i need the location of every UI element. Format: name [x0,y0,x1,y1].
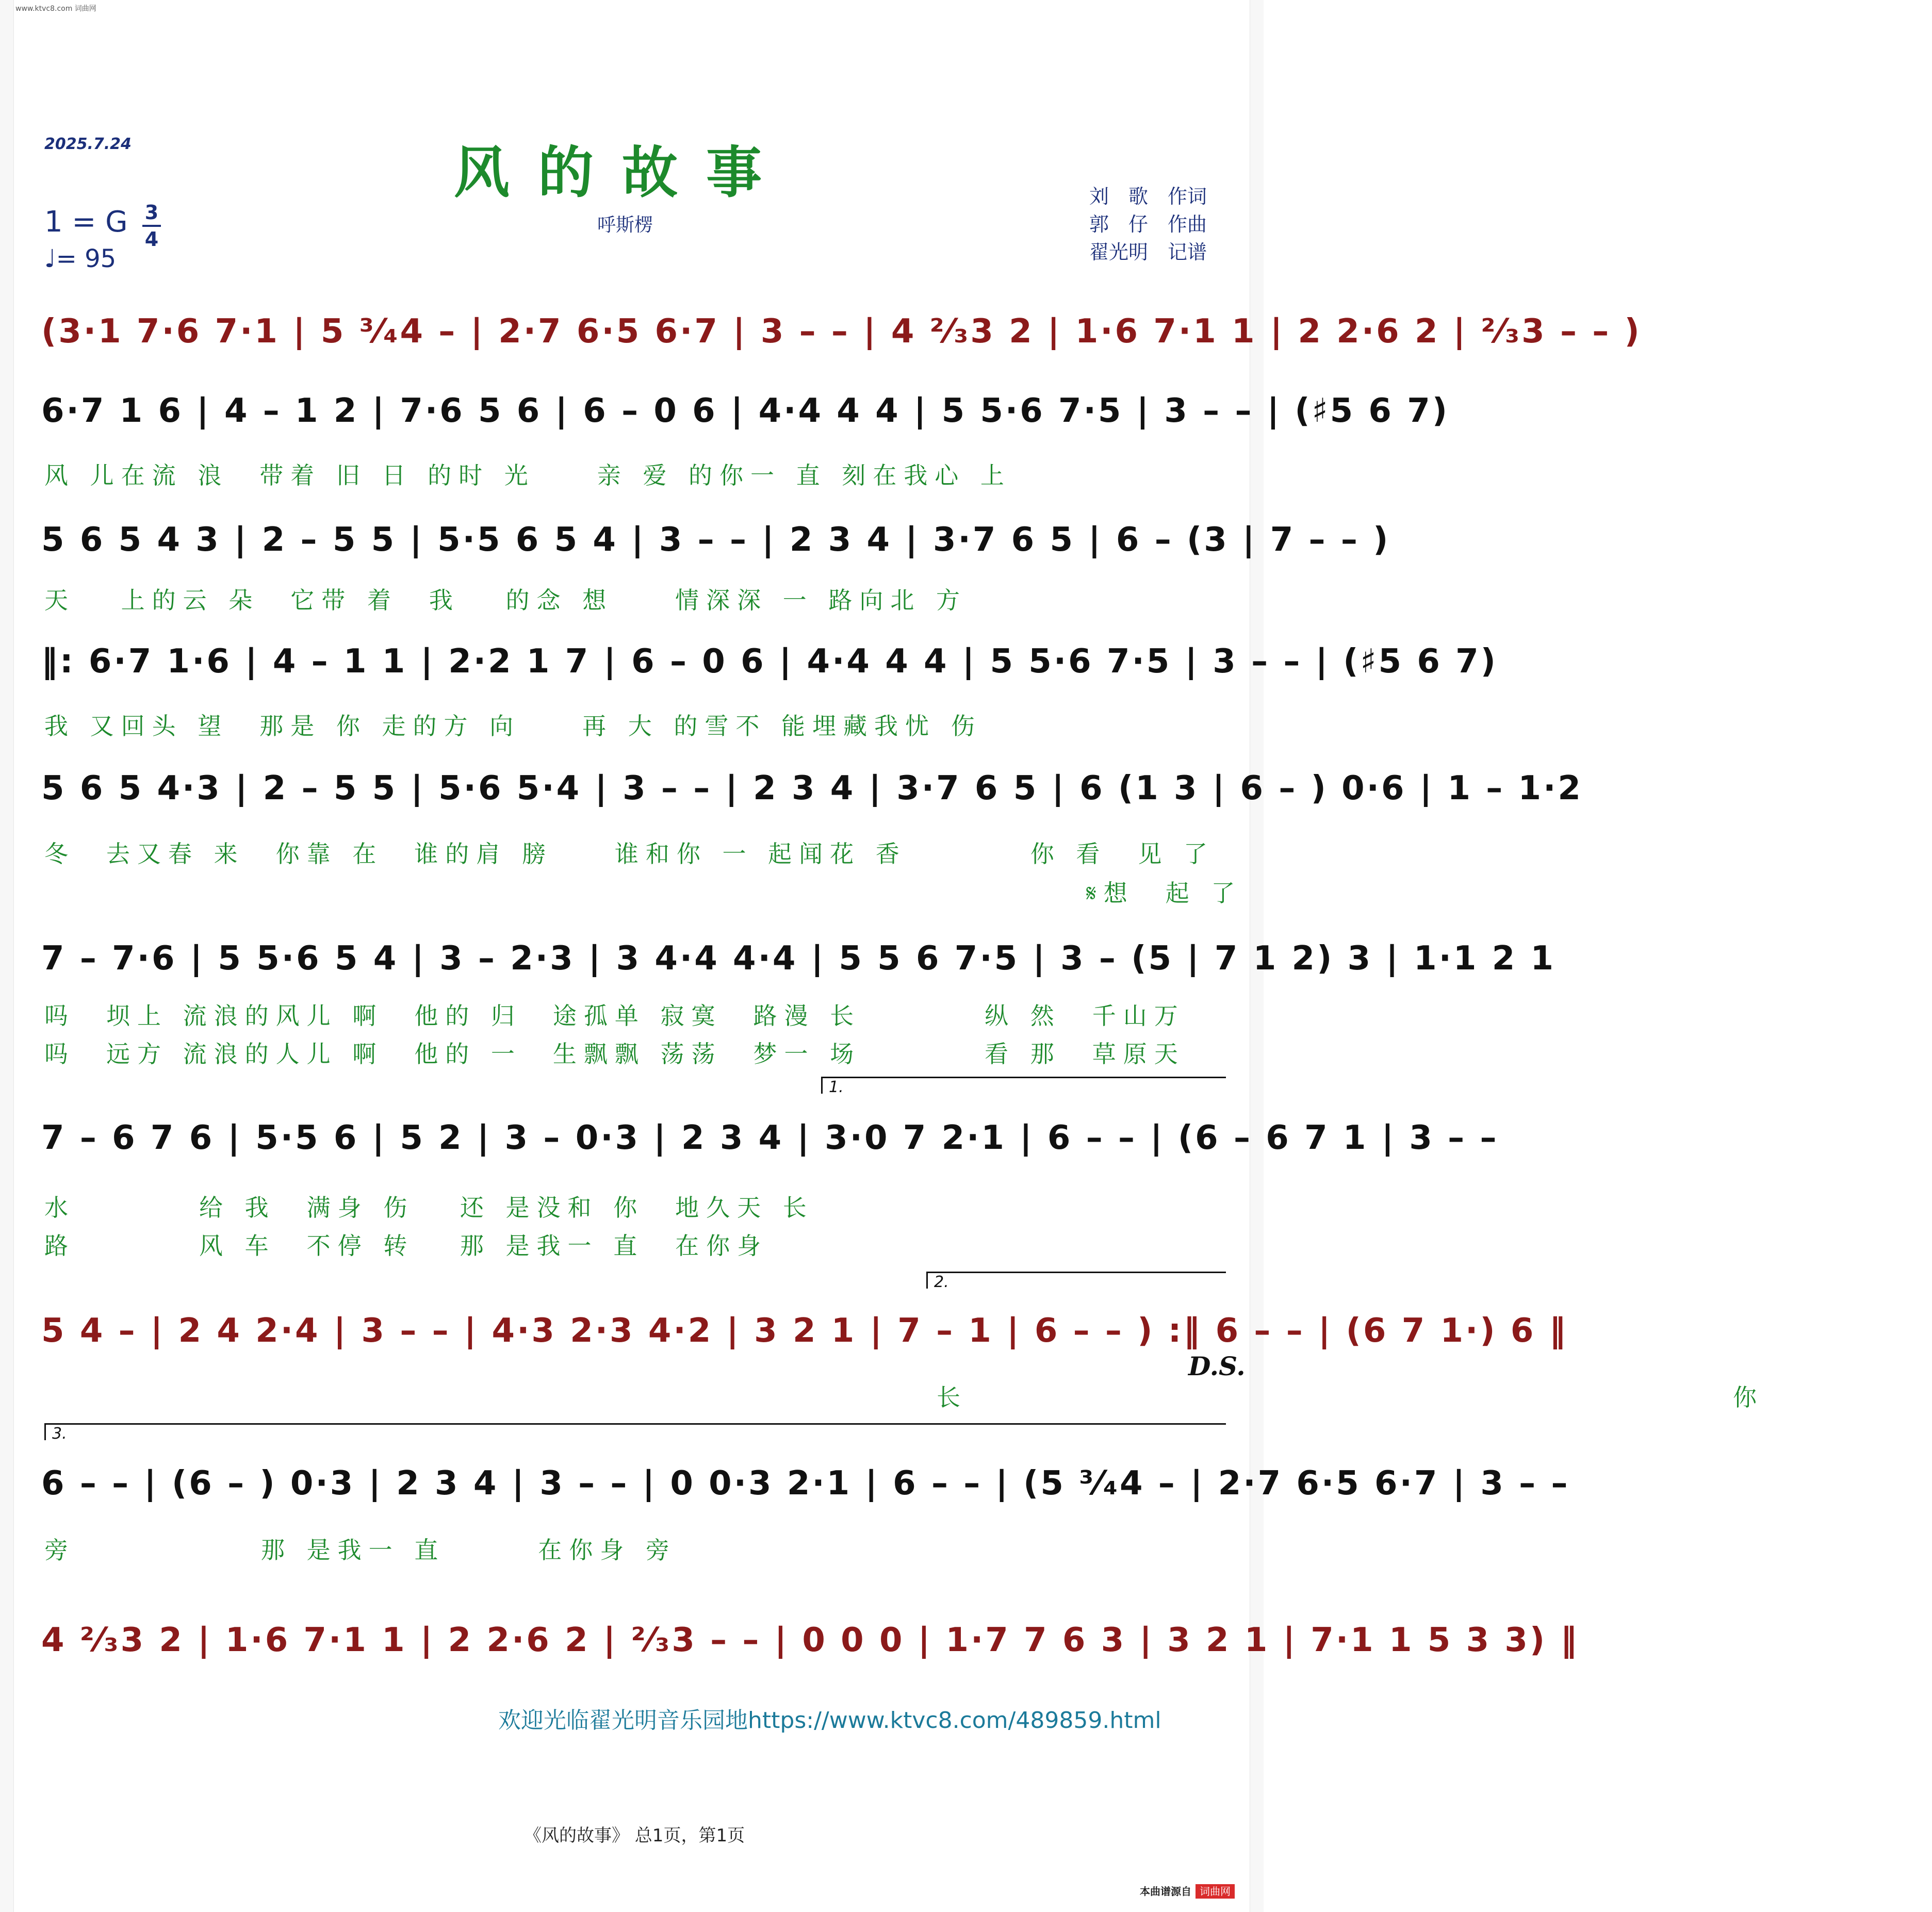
lyric-line-alt: 𝄋想 起 了 [1086,879,1242,907]
notation-line: ‖: 6·7 1·6 | 4 – 1 1 | 2·2 1 7 | 6 – 0 6 | 4·4 4 4 | 5 5·6 7·5 | 3 – – | (♯5 6 7) [41,642,1498,681]
notation-line: 7 – 7·6 | 5 5·6 5 4 | 3 – 2·3 | 3 4·4 4·4 | 5 5 6 7·5 | 3 – (5 | 7 1 2) 3 | 1·1 2 1 [41,939,1556,978]
lyric-line: 吗 坝上 流浪的风儿 啊 他的 归 途孤单 寂寞 路漫 长 纵 然 千山万 [44,1002,1185,1030]
notation-line: 6 – – | (6 – ) 0·3 | 2 3 4 | 3 – – | 0 0·3 2·1 | 6 – – | (5 ³⁄₄4 – | 2·7 6·5 6·7 | 3 – – [41,1464,1570,1503]
time-signature [142,201,161,251]
score-row-2 [41,392,1449,443]
song-title: 风的故事 [454,140,791,205]
volta-1: 1. [821,1077,1226,1094]
ds-marking: D.S. [1188,1351,1246,1381]
notation-line: 7 – 6 7 6 | 5·5 6 | 5 2 | 3 – 0·3 | 2 3 4 | 3·0 7 2·1 | 6 – – | (6 – 6 7 1 | 3 – – [41,1119,1499,1157]
tempo-marking: ♩= 95 [44,244,117,273]
key-signature: 1 = G [44,205,128,239]
notation-line: 6·7 1 6 | 4 – 1 2 | 7·6 5 6 | 6 – 0 6 | 4·4 4 4 | 5 5·6 7·5 | 3 – – | (♯5 6 7) [41,392,1449,430]
notation-line: 5 4 – | 2 4 2·4 | 3 – – | 4·3 2·3 4·2 | 3 2 1 | 7 – 1 | 6 – – ) :‖ 6 – – | (6 7 1·) 6 ‖ [41,1312,1568,1350]
credits-block [1089,183,1207,266]
notation-line: 5 6 5 4 3 | 2 – 5 5 | 5·5 6 5 4 | 3 – – | 2 3 4 | 3·7 6 5 | 6 – (3 | 7 – – ) [41,521,1390,559]
score-row-5 [41,769,1583,821]
lyric-line: 路 风 车 不停 转 那 是我一 直 在你身 [44,1232,768,1260]
lyric-line: 冬 去又春 来 你靠 在 谁的肩 膀 谁和你 一 起闻花 香 你 看 见 了 [44,840,1215,868]
volta-2: 2. [926,1272,1226,1289]
score-row-6 [41,939,1556,991]
score-row-4 [41,642,1498,694]
lyric-line: 旁 那 是我一 直 在你身 旁 [44,1536,677,1564]
score-row-8 [41,1312,1568,1363]
composer-credit: 郭 仔 作曲 [1089,213,1207,236]
page-footer: 《风的故事》 总1页，第1页 [524,1825,745,1846]
top-url: www.ktvc8.com 词曲网 [15,5,96,13]
left-margin-strip [0,0,14,1912]
badge-text: 本曲谱源自 [1140,1885,1191,1898]
notation-line: 5 6 5 4·3 | 2 – 5 5 | 5·6 5·4 | 3 – – | 2 3 4 | 3·7 6 5 | 6 (1 3 | 6 – ) 0·6 | 1 – 1·2 [41,769,1583,807]
lyric-line: 长 你 [937,1383,1932,1411]
welcome-link[interactable]: 欢迎光临翟光明音乐园地https://www.ktvc8.com/489859.html [498,1707,1161,1734]
source-badge[interactable] [1140,1883,1235,1898]
singer-name: 呼斯楞 [597,215,653,236]
lyric-line: 我 又回头 望 那是 你 走的方 向 再 大 的雪不 能埋藏我忧 伤 [44,712,982,740]
time-divider [142,225,161,227]
score-row-3 [41,521,1390,572]
lyric-line: 天 上的云 朵 它带 着 我 的念 想 情深深 一 路向北 方 [44,586,967,614]
score-row-9 [41,1464,1570,1516]
volta-3: 3. [44,1423,1226,1440]
time-bottom: 4 [144,228,159,251]
lyric-line: 吗 远方 流浪的人儿 啊 他的 一 生飘飘 荡荡 梦一 场 看 那 草原天 [44,1040,1185,1068]
score-row-1 [41,312,1642,364]
date-label: 2025.7.24 [44,135,132,153]
lyric-line: 风 儿在流 浪 带着 旧 日 的时 光 亲 爱 的你一 直 刻在我心 上 [44,461,1011,489]
time-top: 3 [144,201,159,224]
score-row-7 [41,1119,1499,1171]
transcriber-credit: 翟光明 记谱 [1089,241,1207,263]
badge-site: 词曲网 [1196,1884,1235,1899]
notation-line: 4 ²⁄₃3 2 | 1·6 7·1 1 | 2 2·6 2 | ²⁄₃3 – – | 0 0 0 | 1·7 7 6 3 | 3 2 1 | 7·1 1 5 3 3) ‖ [41,1621,1579,1659]
lyricist-credit: 刘 歌 作词 [1089,185,1207,208]
notation-line: (3·1 7·6 7·1 | 5 ³⁄₄4 – | 2·7 6·5 6·7 | 3 – – | 4 ²⁄₃3 2 | 1·6 7·1 1 | 2 2·6 2 | ²⁄₃3 – – ) [41,312,1642,351]
lyric-line: 水 给 我 满身 伤 还 是没和 你 地久天 长 [44,1194,814,1222]
score-row-10 [41,1621,1579,1673]
